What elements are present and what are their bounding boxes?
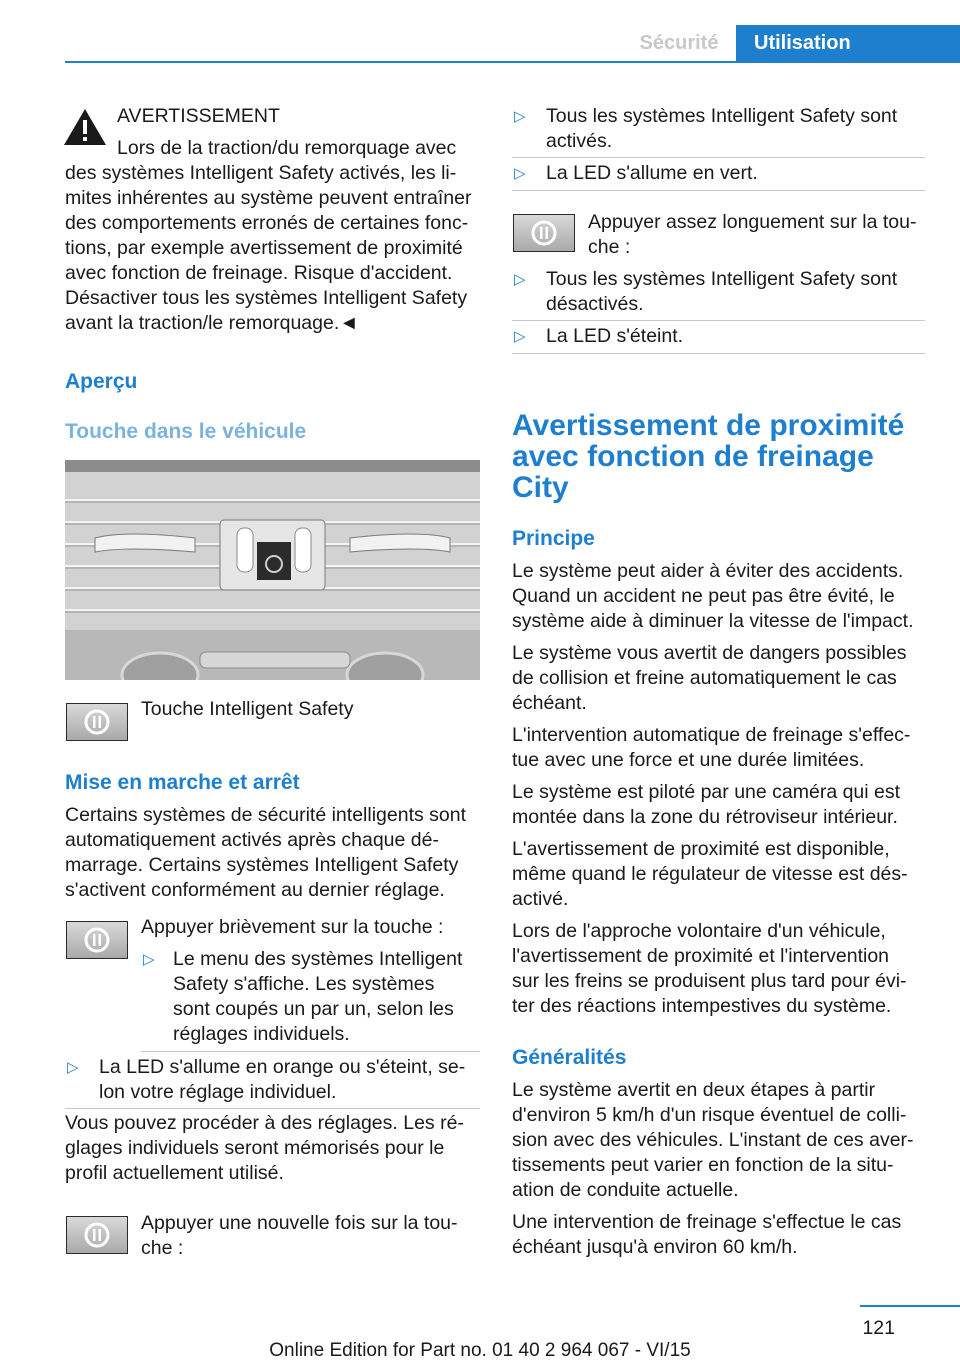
instruction-press-long: che :	[588, 236, 631, 258]
paragraph-line: profil actuellement utilisé.	[65, 1162, 284, 1184]
paragraph-line: Le système avertit en deux étapes à partir	[512, 1079, 876, 1101]
footer-edition: Online Edition for Part no. 01 40 2 964 067 - VI/15	[269, 1340, 691, 1361]
bullet-triangle-icon: ▷	[514, 271, 526, 288]
bullet-triangle-icon: ▷	[514, 165, 526, 182]
bullet-line: désactivés.	[546, 293, 644, 315]
header-chapter-tab: Utilisation	[736, 25, 960, 61]
paragraph-line: système aide à diminuer la vitesse de l'impact.	[512, 610, 914, 632]
paragraph-line: marrage. Certains systèmes Intelligent Safety	[65, 854, 459, 876]
warning-line: avec fonction de freinage. Risque d'accident.	[65, 262, 453, 284]
paragraph-line: Le système vous avertit de dangers possibles	[512, 642, 907, 664]
warning-line: mites inhérentes au système peuvent entraîner	[65, 187, 472, 209]
instruction-press-again: che :	[141, 1237, 184, 1259]
paragraph-line: glages individuels seront mémorisés pour le	[65, 1137, 445, 1159]
subheading-principe: Principe	[512, 527, 595, 550]
bullet-line: Tous les systèmes Intelligent Safety sont	[546, 268, 898, 290]
paragraph-line: L'intervention automatique de freinage s'effec-	[512, 724, 911, 746]
bullet-line: sont coupés un par un, selon les	[173, 998, 454, 1020]
paragraph-line: tue avec une force et une durée limitées.	[512, 749, 865, 771]
footer-rule	[860, 1305, 960, 1307]
header-rule	[65, 61, 960, 63]
warning-line: Lors de la traction/du remorquage avec	[117, 137, 457, 159]
divider	[512, 320, 925, 321]
paragraph-line: sur les freins se produisent plus tard pour évi-	[512, 970, 907, 992]
bullet-triangle-icon: ▷	[67, 1059, 79, 1076]
bullet-line: La LED s'allume en orange ou s'éteint, se-	[99, 1056, 466, 1078]
warning-line: des systèmes Intelligent Safety activés, les li-	[65, 162, 457, 184]
paragraph-line: Une intervention de freinage s'effectue le cas	[512, 1211, 902, 1233]
section-heading-line: Avertissement de proximité	[512, 409, 905, 442]
dashboard-photo	[65, 460, 480, 680]
bullet-line: Tous les systèmes Intelligent Safety sont	[546, 105, 898, 127]
paragraph-line: de collision et freine automatiquement le cas	[512, 667, 897, 689]
divider	[512, 353, 925, 354]
warning-line: avant la traction/le remorquage.◄	[65, 312, 359, 334]
paragraph-line: échéant jusqu'à environ 60 km/h.	[512, 1236, 798, 1258]
bullet-line: La LED s'allume en vert.	[546, 162, 758, 184]
bullet-line: réglages individuels.	[173, 1023, 350, 1045]
paragraph-line: Le système est piloté par une caméra qui est	[512, 781, 901, 803]
divider	[512, 190, 925, 191]
paragraph-line: l'avertissement de proximité et l'intervention	[512, 945, 890, 967]
paragraph-line: ter des réactions intempestives du système.	[512, 995, 892, 1017]
paragraph-line: Vous pouvez procéder à des réglages. Les ré-	[65, 1112, 464, 1134]
paragraph-line: automatiquement activés après chaque dé-	[65, 829, 439, 851]
paragraph-line: tissements peut varier en fonction de la situ-	[512, 1154, 894, 1176]
subheading-generalites: Généralités	[512, 1046, 627, 1069]
page-number: 121	[862, 1317, 895, 1339]
intelligent-safety-key-icon	[66, 1216, 128, 1254]
paragraph-line: Le système peut aider à éviter des accidents.	[512, 560, 904, 582]
paragraph-line: sion avec des véhicules. L'instant de ces aver-	[512, 1129, 914, 1151]
paragraph-line: Lors de l'approche volontaire d'un véhicule,	[512, 920, 886, 942]
paragraph-line: échéant.	[512, 692, 587, 714]
paragraph-line: montée dans la zone du rétroviseur intérieur.	[512, 806, 898, 828]
key-caption: Touche Intelligent Safety	[141, 698, 354, 720]
bullet-triangle-icon: ▷	[143, 951, 155, 968]
intelligent-safety-key-icon	[513, 214, 575, 252]
paragraph-line: activé.	[512, 888, 569, 910]
paragraph-line: Quand un accident ne peut pas être évité, le	[512, 585, 895, 607]
subheading-mise-en-marche: Mise en marche et arrêt	[65, 771, 300, 794]
bullet-line: activés.	[546, 130, 613, 152]
instruction-press-short: Appuyer brièvement sur la touche :	[141, 916, 444, 938]
paragraph-line: ation de conduite actuelle.	[512, 1179, 739, 1201]
paragraph-line: s'activent conformément au dernier réglage.	[65, 879, 445, 901]
instruction-press-long: Appuyer assez longuement sur la tou-	[588, 211, 917, 233]
bullet-line: Safety s'affiche. Les systèmes	[173, 973, 435, 995]
paragraph-line: même quand le régulateur de vitesse est dés-	[512, 863, 908, 885]
paragraph-line: Certains systèmes de sécurité intelligents sont	[65, 804, 467, 826]
bullet-line: La LED s'éteint.	[546, 325, 684, 347]
section-heading-apercu: Aperçu	[65, 370, 138, 393]
paragraph-line: L'avertissement de proximité est disponible,	[512, 838, 890, 860]
subheading-touche: Touche dans le véhicule	[65, 420, 307, 443]
warning-triangle-icon	[63, 108, 107, 151]
bullet-line: Le menu des systèmes Intelligent	[173, 948, 463, 970]
instruction-press-again: Appuyer une nouvelle fois sur la tou-	[141, 1212, 458, 1234]
bullet-line: lon votre réglage individuel.	[99, 1081, 337, 1103]
section-heading-line: City	[512, 471, 569, 504]
intelligent-safety-key-icon	[66, 703, 128, 741]
bullet-triangle-icon: ▷	[514, 328, 526, 345]
section-heading-line: avec fonction de freinage	[512, 440, 874, 473]
divider	[512, 157, 925, 158]
header-section-tab: Sécurité	[639, 32, 719, 54]
warning-line: des comportements erronés de certaines fonc-	[65, 212, 469, 234]
warning-title: AVERTISSEMENT	[117, 105, 280, 127]
warning-line: Désactiver tous les systèmes Intelligent Safety	[65, 287, 468, 309]
divider	[65, 1108, 480, 1109]
divider	[141, 1051, 480, 1052]
intelligent-safety-key-icon	[66, 921, 128, 959]
bullet-triangle-icon: ▷	[514, 108, 526, 125]
warning-line: tions, par exemple avertissement de proximité	[65, 237, 463, 259]
paragraph-line: d'environ 5 km/h d'un risque éventuel de colli-	[512, 1104, 907, 1126]
